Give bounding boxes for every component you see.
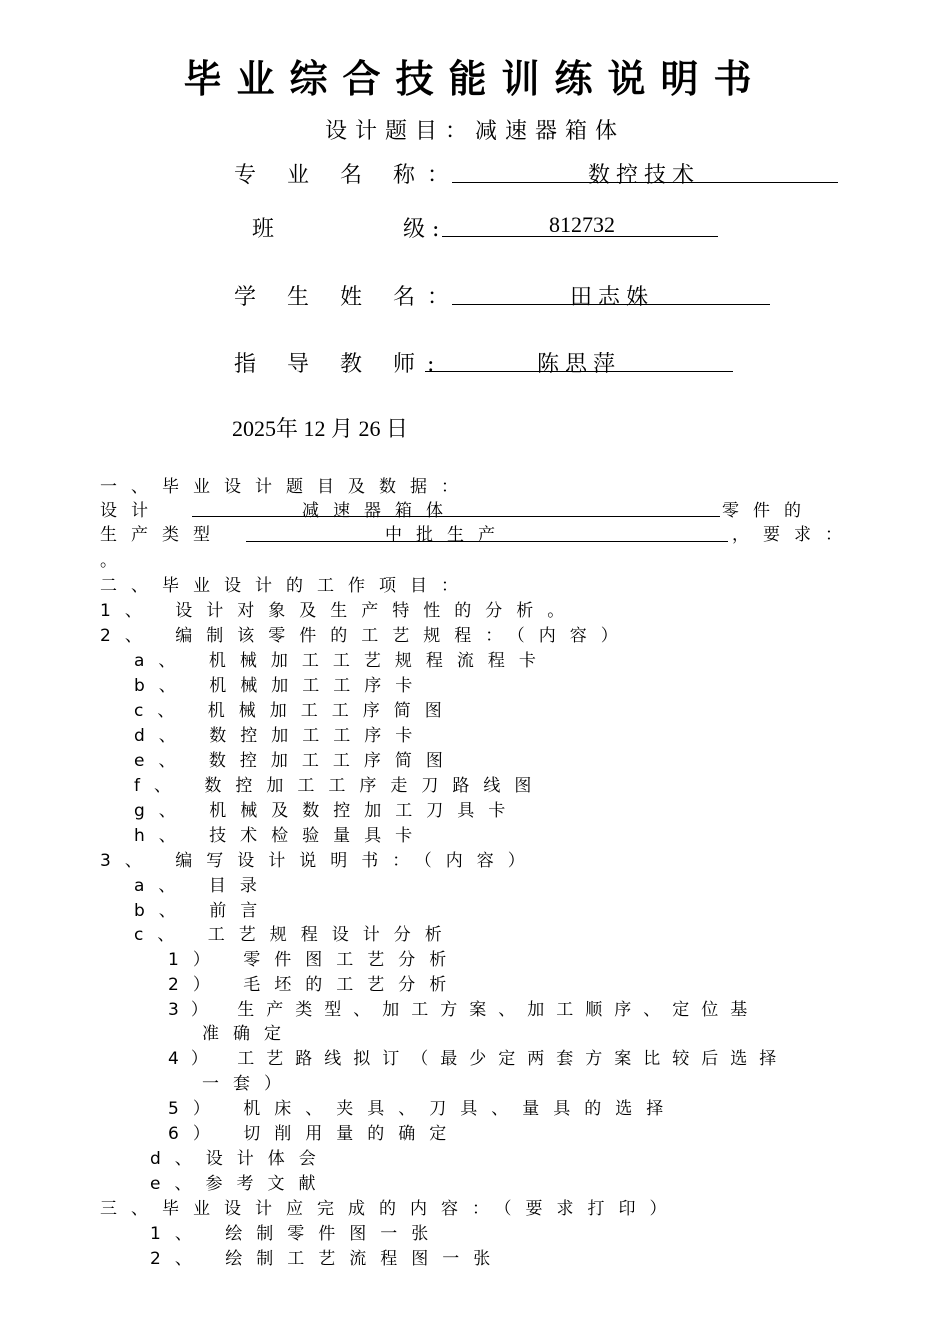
list-item: 1） 零件图工艺分析 — [168, 950, 461, 970]
list-item: 1、 绘制零件图一张 — [150, 1224, 443, 1244]
design-value: 减速器箱体 — [302, 501, 457, 521]
list-item: 3） 生产类型、加工方案、加工顺序、定位基 — [168, 1000, 760, 1020]
list-item: 准确定 — [202, 1024, 295, 1044]
design-subject: 设计题目：减速器箱体 — [324, 119, 625, 144]
list-item: 4） 工艺路线拟订（最少定两套方案比较后选择 — [168, 1049, 789, 1069]
list-item: e、参考文献 — [150, 1174, 330, 1194]
list-item: c、 机械加工工序简图 — [134, 701, 456, 721]
type-prefix: 生产类型 — [100, 525, 224, 545]
design-prefix: 设计 — [100, 501, 162, 521]
list-item: 一套） — [202, 1074, 295, 1094]
list-item: b、 机械加工工序卡 — [134, 676, 427, 696]
type-suffix: ，要求： — [732, 525, 856, 545]
class-label-1: 班 — [252, 217, 275, 242]
major-value: 数控技术 — [588, 163, 701, 188]
class-label-2: 级 : — [403, 217, 440, 242]
list-item: h、 技术检验量具卡 — [134, 826, 427, 846]
list-item: 6） 切削用量的确定 — [168, 1124, 461, 1144]
section-3-title: 三、毕业设计应完成的内容：（要求打印） — [100, 1199, 681, 1219]
section-2-item-3: 3、 编写设计说明书：（内容） — [100, 851, 539, 871]
list-item: d、设计体会 — [150, 1149, 330, 1169]
list-item: 2、 绘制工艺流程图一张 — [150, 1249, 505, 1269]
type-value: 中批生产 — [385, 525, 509, 545]
teacher-label: 指 导 教 师: — [234, 352, 447, 377]
design-suffix: 零件的 — [722, 501, 815, 521]
major-label: 专 业 名 称： — [234, 163, 461, 188]
document-date: 2025年 12 月 26 日 — [232, 416, 409, 441]
section-2-item-1: 1、 设计对象及生产特性的分析。 — [100, 601, 579, 621]
section-1-end: 。 — [100, 551, 131, 571]
list-item: 2） 毛坯的工艺分析 — [168, 975, 461, 995]
student-value: 田志姝 — [570, 285, 655, 310]
list-item: d、 数控加工工序卡 — [134, 726, 427, 746]
list-item: a、 目录 — [134, 876, 271, 896]
list-item: b、 前言 — [134, 901, 272, 921]
section-2-title: 二、毕业设计的工作项目： — [100, 576, 472, 596]
list-item: g、 机械及数控加工刀具卡 — [134, 801, 520, 821]
section-2-item-2: 2、 编制该零件的工艺规程：（内容） — [100, 626, 632, 646]
list-item: f、 数控加工工序走刀路线图 — [134, 776, 546, 796]
list-item: e、 数控加工工序简图 — [134, 751, 457, 771]
class-value: 812732 — [549, 212, 615, 237]
list-item: a、 机械加工工艺规程流程卡 — [134, 651, 550, 671]
section-1-title: 一、毕业设计题目及数据： — [100, 477, 472, 497]
student-label: 学 生 姓 名： — [234, 285, 461, 310]
teacher-value: 陈思萍 — [537, 352, 622, 377]
list-item: 5） 机床、夹具、刀具、量具的选择 — [168, 1099, 678, 1119]
list-item: c、 工艺规程设计分析 — [134, 925, 456, 945]
document-title: 毕业综合技能训练说明书 — [183, 56, 767, 101]
